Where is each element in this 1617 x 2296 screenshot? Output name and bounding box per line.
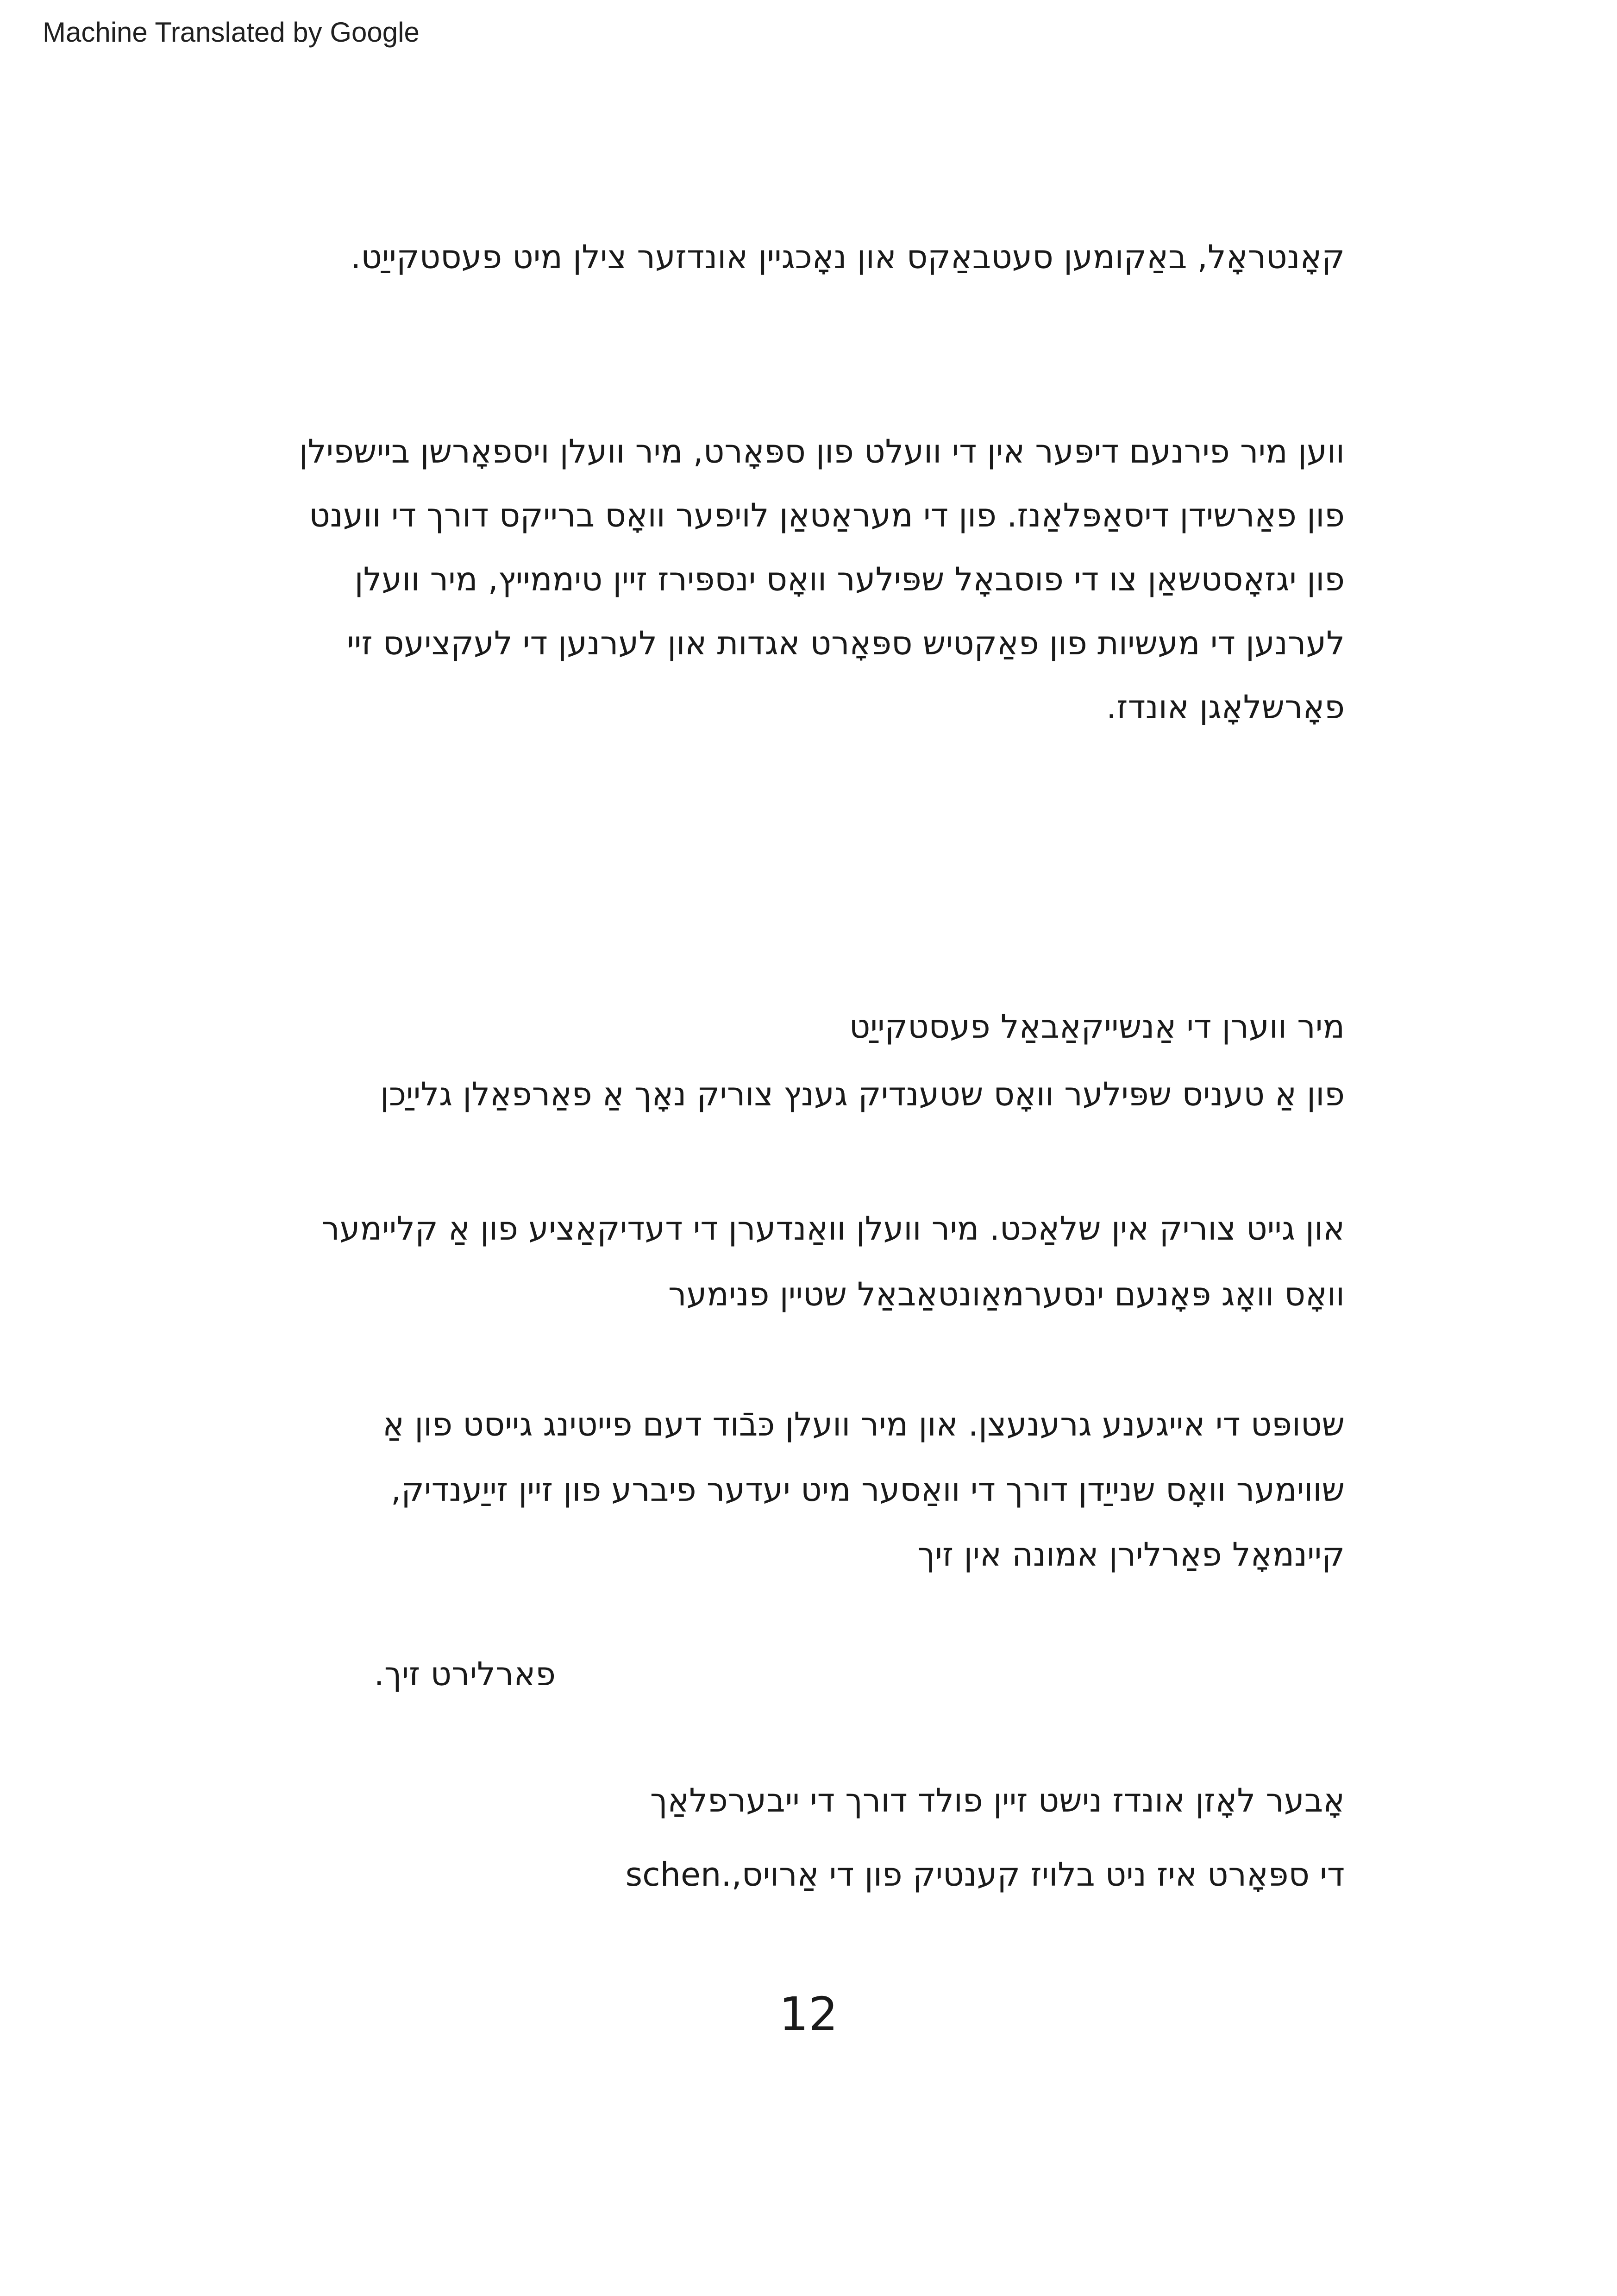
paragraph-7-line-2-suffix: schen. <box>625 1856 732 1894</box>
paragraph-5-line-2: שווימער וואָס שנייַדן דורך די וואַסער מיט יעדער פיברע פון זיין זייַענדיק, <box>391 1471 1345 1509</box>
paragraph-7-line-2-text: די ספּאָרט איז ניט בלויז קענטיק פון די אַרויס, <box>731 1856 1345 1894</box>
paragraph-7-line-1: אָבער לאָזן אונדז נישט זיין פולד דורך די ייבערפלאַך <box>650 1782 1345 1819</box>
paragraph-4-line-1: און גייט צוריק אין שלאַכט. מיר וועלן וואַנדערן די דעדיקאַציע פון אַ קליימער <box>321 1210 1345 1248</box>
paragraph-1-line-1: קאָנטראָל, באַקומען סעטבאַקס און נאָכגיין אונדזער צילן מיט פעסטקייַט. <box>351 238 1345 276</box>
paragraph-2-line-2: פון פאַרשידן דיסאַפּלאַנז. פון די מעראַטאַן לויפער וואָס ברייקס דורך די ווענט <box>309 496 1345 534</box>
paragraph-6-line-1: פארלירט זיך. <box>374 1655 556 1693</box>
paragraph-3-line-1: מיר ווערן די אַנשייקאַבאַל פעסטקייַט <box>849 1008 1345 1046</box>
paragraph-5-line-3: קיינמאָל פאַרלירן אמונה אין זיך <box>917 1536 1345 1574</box>
paragraph-2-line-5: פאָרשלאָגן אונדז. <box>1106 688 1345 726</box>
paragraph-4-line-2: וואָס וואָג פּאָנעם ינסערמאַונטאַבאַל שטיין פנימער <box>668 1275 1345 1313</box>
paragraph-2-line-1: ווען מיר פירנעם דיפּער אין די וועלט פון ספּאָרט, מיר וועלן ויספאָרשן ביישפילן <box>299 433 1345 470</box>
machine-translation-banner: Machine Translated by Google <box>43 17 420 48</box>
paragraph-2-line-3: פון יגזאָסטשאַן צו די פוסבאָל שפּילער וואָס ינספּירז זיין טיממייץ, מיר וועלן <box>354 560 1345 598</box>
paragraph-3-line-2: פון אַ טעניס שפּילער וואָס שטענדיק גענץ צוריק נאָך אַ פאַרפאַלן גלייַכן <box>380 1075 1345 1113</box>
paragraph-5-line-1: שטופּט די אייגענע גרענעצן. און מיר וועלן כּבֿוד דעם פייטינג גייסט פון אַ <box>382 1405 1345 1443</box>
page-number: 12 <box>779 1987 838 2041</box>
paragraph-2-line-4: לערנען די מעשיות פון פאַקטיש ספּאָרט אגדות און לערנען די לעקציעס זיי <box>347 624 1345 662</box>
paragraph-7-line-2 <box>626 1851 1345 1898</box>
